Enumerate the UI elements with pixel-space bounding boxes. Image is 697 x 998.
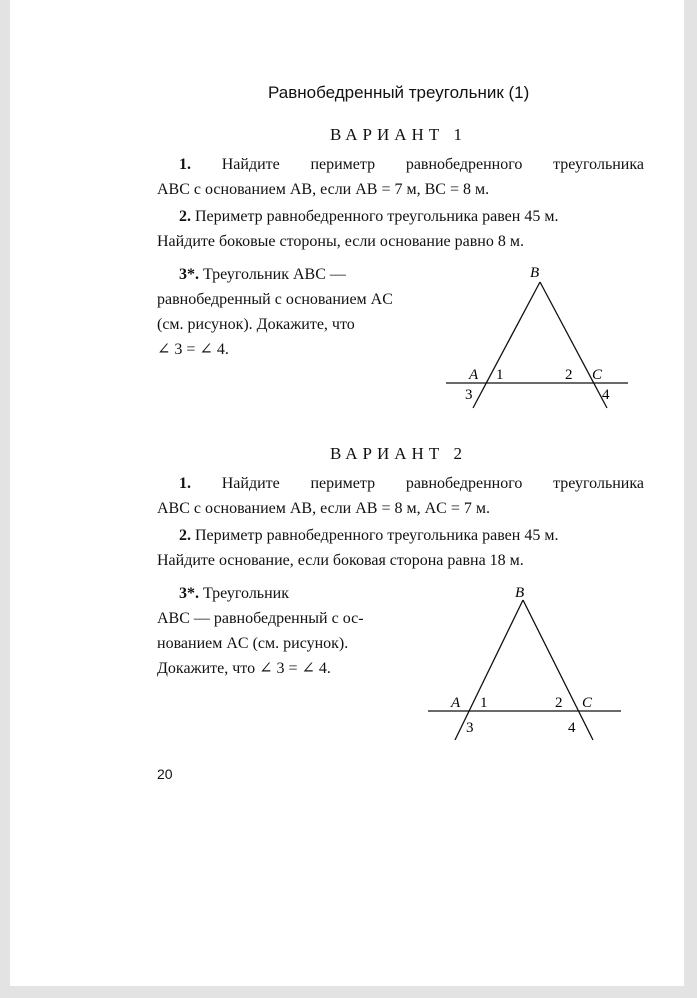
v1-task1-line1 [157,152,644,177]
v2-task2-line2: Найдите основание, если боковая сторона равна 18 м. [157,552,524,569]
page-edge [686,0,697,998]
v2-angle-3: 3 [466,720,474,736]
v1-task1-line2: ABC с основанием AB, если AB = 7 м, BC = 8 м. [157,181,490,198]
v2-task1-word: треугольника [553,475,644,492]
v1-angle-4: 4 [602,387,610,403]
variant2-heading: ВАРИАНТ 2 [330,444,467,463]
v1-label-c: C [592,367,603,383]
v1-task2 [157,204,558,254]
v1-task1-num: 1. [179,156,191,173]
v2-label-c: C [582,695,593,711]
v1-task3-line2: равнобедренный с основанием AC [157,291,393,308]
v2-side-ab [455,600,523,740]
v2-task2 [157,523,558,573]
v2-triangle-figure [425,580,630,745]
v1-label-a: A [469,367,479,383]
v2-task2-num: 2. [179,527,191,544]
v1-task1 [157,152,644,202]
v2-label-b: B [515,585,525,601]
v2-task3 [157,581,364,681]
v1-task3-line3: (см. рисунок). Докажите, что [157,316,355,333]
v2-task3-line4: Докажите, что ∠ 3 = ∠ 4. [157,660,331,677]
v1-task1-word: периметр [310,156,376,173]
variant1-heading: ВАРИАНТ 1 [330,125,467,144]
v2-task3-line1: Треугольник [203,585,289,602]
page-title: Равнобедренный треугольник (1) [268,83,530,102]
v1-task1-word: треугольника [553,156,644,173]
v1-task1-word: Найдите [221,156,280,173]
v1-task1-word: равнобедренного [405,156,523,173]
v1-side-bc [540,282,607,408]
v2-angle-4: 4 [568,720,576,736]
v1-task3-num: 3*. [179,266,199,283]
v2-angle-2: 2 [555,695,563,711]
v2-task1-word: Найдите [221,475,280,492]
v2-task1-num: 1. [179,475,191,492]
v2-task3-line3: нованием AC (см. рисунок). [157,635,349,652]
v1-task3 [157,262,393,362]
v2-task1-word: периметр [310,475,376,492]
v1-angle-1: 1 [496,367,504,383]
v2-task1 [157,471,644,521]
v1-task2-line1: Периметр равнобедренного треугольника равен 45 м. [195,208,559,225]
v2-task3-line2: ABC — равнобедренный с ос- [157,610,364,627]
v2-side-bc [523,600,593,740]
v1-triangle-figure [440,260,640,410]
v2-task1-line1 [157,471,644,496]
v2-task2-line1: Периметр равнобедренного треугольника равен 45 м. [195,527,559,544]
v2-label-a: A [451,695,461,711]
v1-label-b: B [530,265,540,281]
v1-task3-line4: ∠ 3 = ∠ 4. [157,341,229,358]
v2-task1-word: равнобедренного [405,475,523,492]
v2-task1-line2: ABC с основанием AB, если AB = 8 м, AC = 7 м. [157,500,490,517]
page-number: 20 [157,766,173,782]
v1-angle-2: 2 [565,367,573,383]
v1-angle-3: 3 [465,387,473,403]
v1-task3-line1: Треугольник ABC — [203,266,346,283]
v1-task2-num: 2. [179,208,191,225]
v2-task3-num: 3*. [179,585,199,602]
v2-angle-1: 1 [480,695,488,711]
v1-task2-line2: Найдите боковые стороны, если основание равно 8 м. [157,233,524,250]
v1-side-ab [473,282,540,408]
